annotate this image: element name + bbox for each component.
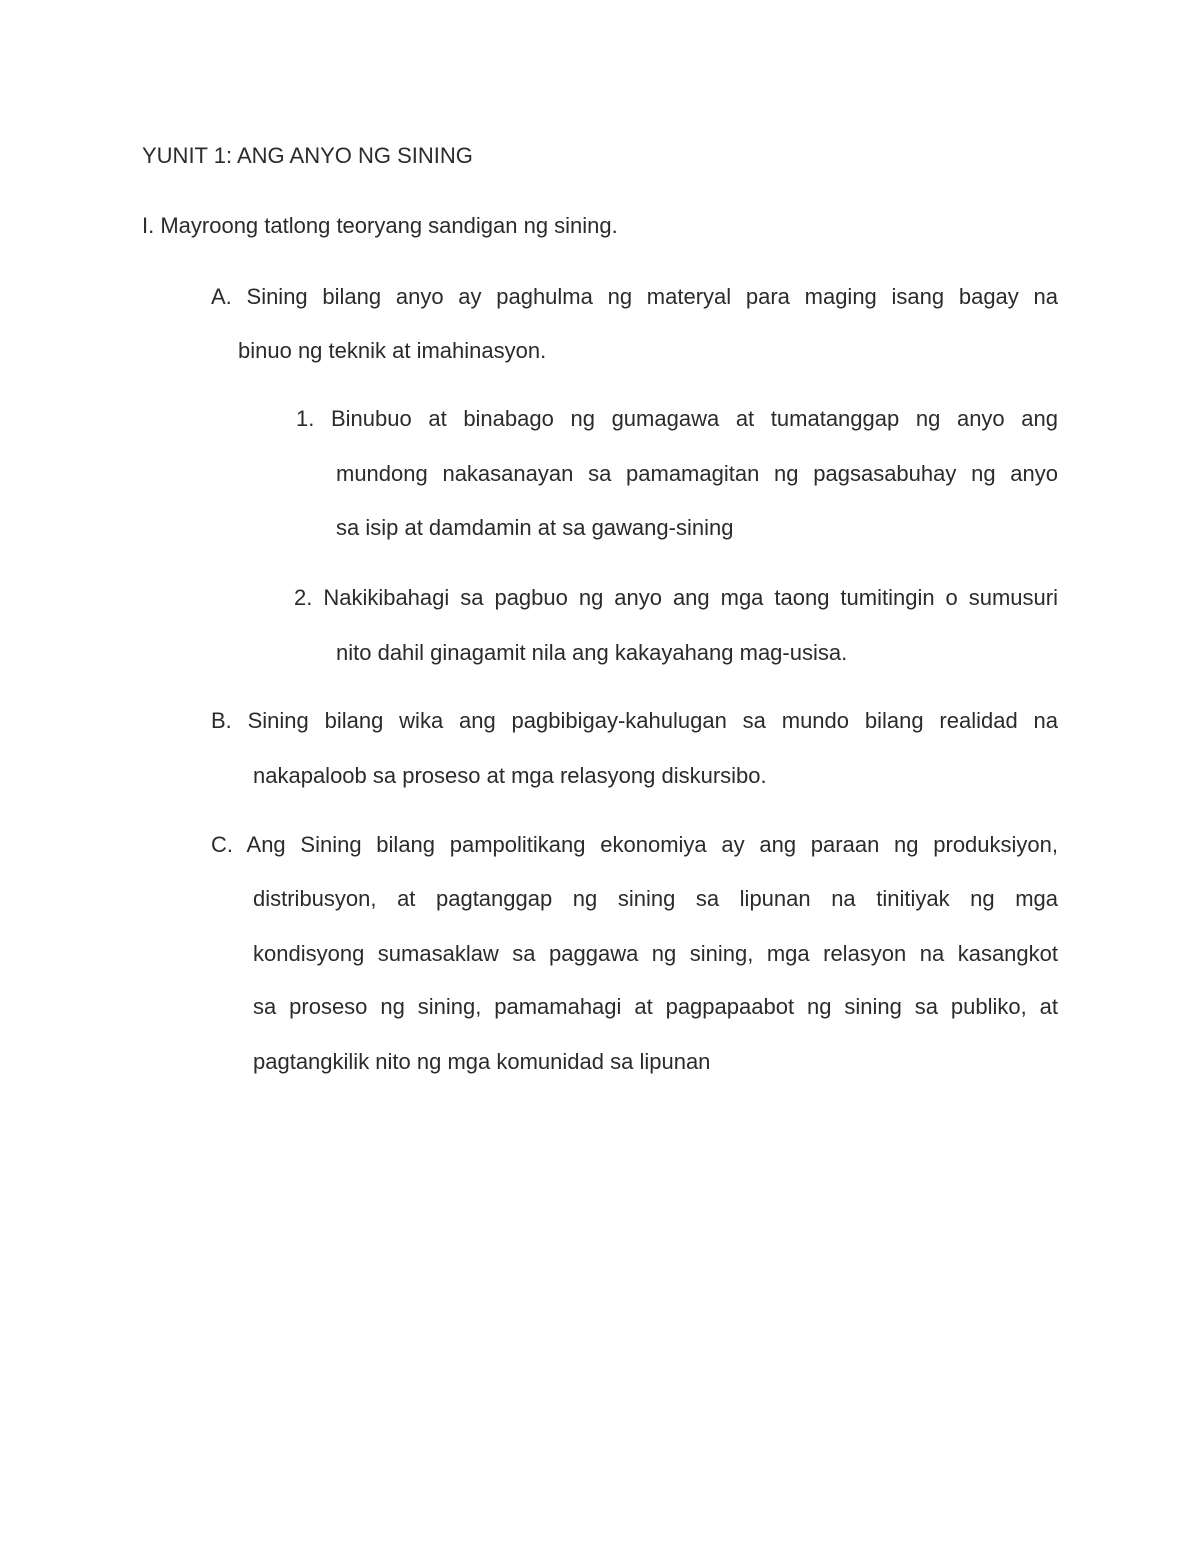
item-2-line-1: 2. Nakikibahagi sa pagbuo ng anyo ang mga taong tumitingin o sumusuri <box>294 585 1058 610</box>
section-a-line-2: binuo ng teknik at imahinasyon. <box>238 338 547 363</box>
section-b-line-1: B. Sining bilang wika ang pagbibigay-kahulugan sa mundo bilang realidad na <box>211 708 1058 733</box>
section-c-line-2: distribusyon, at pagtanggap ng sining sa lipunan na tinitiyak ng mga <box>253 886 1058 911</box>
section-c-line-5: pagtangkilik nito ng mga komunidad sa lipunan <box>253 1049 711 1074</box>
item-1-line-1: 1. Binubuo at binabago ng gumagawa at tumatanggap ng anyo ang <box>296 406 1058 431</box>
intro-statement: I. Mayroong tatlong teoryang sandigan ng sining. <box>142 213 618 238</box>
section-c-line-4: sa proseso ng sining, pamamahagi at pagpapaabot ng sining sa publiko, at <box>253 994 1058 1019</box>
item-1-line-2: mundong nakasanayan sa pamamagitan ng pagsasabuhay ng anyo <box>336 461 1058 486</box>
unit-title: YUNIT 1: ANG ANYO NG SINING <box>142 143 473 168</box>
section-c-line-1: C. Ang Sining bilang pampolitikang ekonomiya ay ang paraan ng produksiyon, <box>211 832 1058 857</box>
section-c-line-3: kondisyong sumasaklaw sa paggawa ng sining, mga relasyon na kasangkot <box>253 941 1058 966</box>
item-2-line-2: nito dahil ginagamit nila ang kakayahang mag-usisa. <box>336 640 848 665</box>
item-1-line-3: sa isip at damdamin at sa gawang-sining <box>336 515 734 540</box>
section-b-line-2: nakapaloob sa proseso at mga relasyong diskursibo. <box>253 763 767 788</box>
section-a-line-1: A. Sining bilang anyo ay paghulma ng materyal para maging isang bagay na <box>211 284 1058 309</box>
